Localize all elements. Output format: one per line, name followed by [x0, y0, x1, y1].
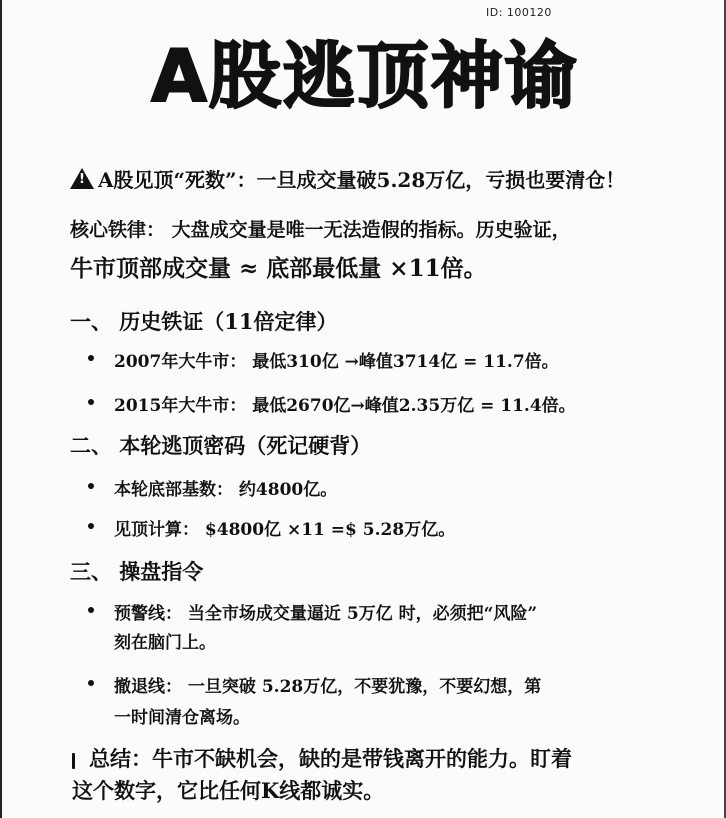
summary-line-2: 这个数字，它比任何K线都诚实。 — [72, 778, 385, 803]
bullet-dot-icon — [88, 483, 94, 489]
list-item — [114, 672, 541, 697]
bullet-dot-icon — [88, 399, 94, 405]
list-item-text: 见顶计算： $4800亿 ×11 =$ 5.28万亿。 — [114, 520, 456, 540]
bullet-dot-icon — [88, 680, 94, 686]
bullet-dot-icon — [88, 523, 94, 529]
list-item — [114, 475, 337, 500]
summary-line-1 — [72, 743, 572, 773]
section-heading-code: 二、 本轮逃顶密码（死记硬背） — [70, 433, 372, 458]
list-item — [114, 599, 537, 624]
list-item-text: 撤退线： 一旦突破 5.28万亿，不要犹豫，不要幻想，第 — [114, 677, 542, 697]
list-item-text: 2007年大牛市： 最低310亿 →峰值3714亿 = 11.7倍。 — [114, 352, 559, 372]
list-item-continuation: 刻在脑门上。 — [114, 633, 216, 653]
warning-line — [70, 164, 625, 193]
bullet-dot-icon — [88, 607, 94, 613]
warning-text: A股见顶“死数”：一旦成交量破5.28万亿，亏损也要清仓！ — [98, 168, 626, 192]
list-item — [114, 391, 576, 416]
list-item — [114, 347, 559, 372]
list-item-text: 本轮底部基数： 约4800亿。 — [114, 480, 338, 500]
pin-mark-icon — [72, 753, 75, 769]
page-title: A股逃顶神谕 — [151, 34, 579, 118]
core-rule-line-2: 牛市顶部成交量 ≈ 底部最低量 ×11倍。 — [70, 255, 487, 282]
bullet-dot-icon — [88, 355, 94, 361]
core-rule-line-1: 核心铁律： 大盘成交量是唯一无法造假的指标。历史验证， — [70, 219, 571, 241]
warning-icon — [70, 168, 94, 189]
section-heading-instructions: 三、 操盘指令 — [70, 559, 204, 584]
document-id: ID: 100120 — [486, 6, 552, 19]
list-item-continuation: 一时间清仓离场。 — [114, 708, 250, 728]
summary-text-1: 总结：牛市不缺机会，缺的是带钱离开的能力。盯着 — [89, 746, 572, 771]
section-heading-history: 一、 历史铁证（11倍定律） — [70, 309, 338, 334]
list-item-text: 预警线： 当全市场成交量逼近 5万亿 时，必须把“风险” — [114, 604, 538, 624]
list-item-text: 2015年大牛市： 最低2670亿→峰值2.35万亿 = 11.4倍。 — [114, 396, 576, 416]
list-item — [114, 515, 455, 540]
